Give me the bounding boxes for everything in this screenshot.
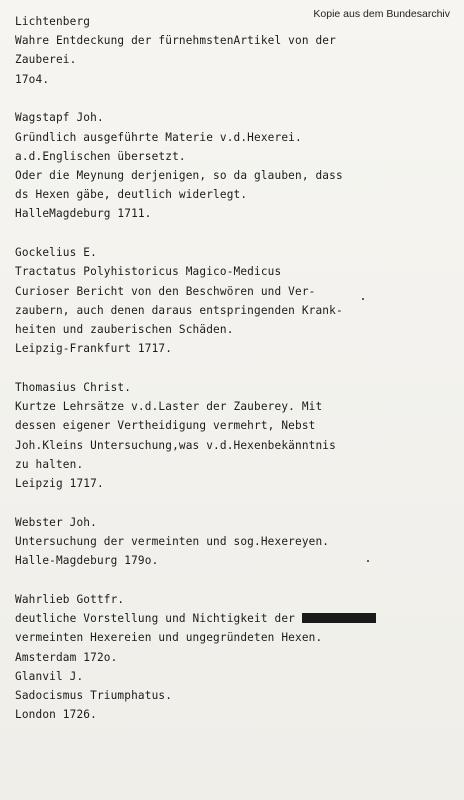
entry-title-line: Curioser Bericht von den Beschwören und Ver- (15, 284, 316, 298)
entry-imprint: London 1726. (15, 708, 97, 722)
entry-title-line: Kurtze Lehrsätze v.d.Laster der Zauberey. Mit (15, 400, 323, 414)
entry-title-line: heiten und zauberischen Schäden. (15, 323, 234, 337)
entry-title-line: a.d.Englischen übersetzt. (15, 149, 186, 163)
entry-title-line: zaubern, auch denen daraus entspringenden Krank- (15, 303, 343, 317)
entry-title-text: deutliche Vorstellung und Nichtigkeit der (15, 612, 295, 626)
entry-title-line: vermeinten Hexereien und ungegründeten Hexen. (15, 631, 323, 645)
entry-title-line: Untersuchung der vermeinten und sog.Hexereyen. (15, 535, 330, 549)
entry-title-line: Zauberei. (15, 53, 77, 67)
entry-title-line: ds Hexen gäbe, deutlich widerlegt. (15, 188, 248, 202)
entry-imprint: Amsterdam 172o. (15, 650, 118, 664)
entry-author: Wagstapf Joh. (15, 111, 104, 125)
entry-imprint: Leipzig-Frankfurt 1717. (15, 342, 173, 356)
entry-lichtenberg (15, 12, 455, 89)
scan-speck (362, 298, 364, 300)
entry-imprint: Leipzig 1717. (15, 477, 104, 491)
bibliography-list (15, 12, 455, 724)
entry-title-line: dessen eigener Vertheidigung vermehrt, Nebst (15, 419, 316, 433)
entry-title-line: Oder die Meynung derjenigen, so da glauben, dass (15, 169, 343, 183)
struck-out-text-mark (302, 613, 376, 623)
entry-author: Wahrlieb Gottfr. (15, 593, 125, 607)
entry-title-line: Gründlich ausgeführte Materie v.d.Hexerei. (15, 130, 302, 144)
scan-speck (367, 560, 369, 562)
entry-author: Webster Joh. (15, 515, 97, 529)
entry-thomasius (15, 378, 455, 493)
entry-wahrlieb (15, 590, 455, 724)
entry-imprint: Halle-Magdeburg 179o. (15, 554, 159, 568)
entry-author: Gockelius E. (15, 246, 97, 260)
entry-title-line (15, 609, 455, 628)
archive-stamp: Kopie aus dem Bundesarchiv (313, 8, 450, 20)
entry-imprint: HalleMagdeburg 1711. (15, 207, 152, 221)
entry-author: Glanvil J. (15, 669, 84, 683)
entry-title-line: Sadocismus Triumphatus. (15, 689, 173, 703)
entry-gockelius (15, 243, 455, 358)
entry-wagstapf (15, 108, 455, 223)
entry-author: Thomasius Christ. (15, 381, 132, 395)
entry-title-line: Wahre Entdeckung der fürnehmstenArtikel von der (15, 34, 336, 48)
entry-title-line: Joh.Kleins Untersuchung,was v.d.Hexenbekänntnis (15, 438, 336, 452)
entry-title-line: Tractatus Polyhistoricus Magico-Medicus (15, 265, 282, 279)
entry-imprint: 17o4. (15, 72, 50, 86)
entry-webster (15, 513, 455, 571)
entry-author: Lichtenberg (15, 15, 91, 28)
entry-title-line: zu halten. (15, 457, 84, 471)
